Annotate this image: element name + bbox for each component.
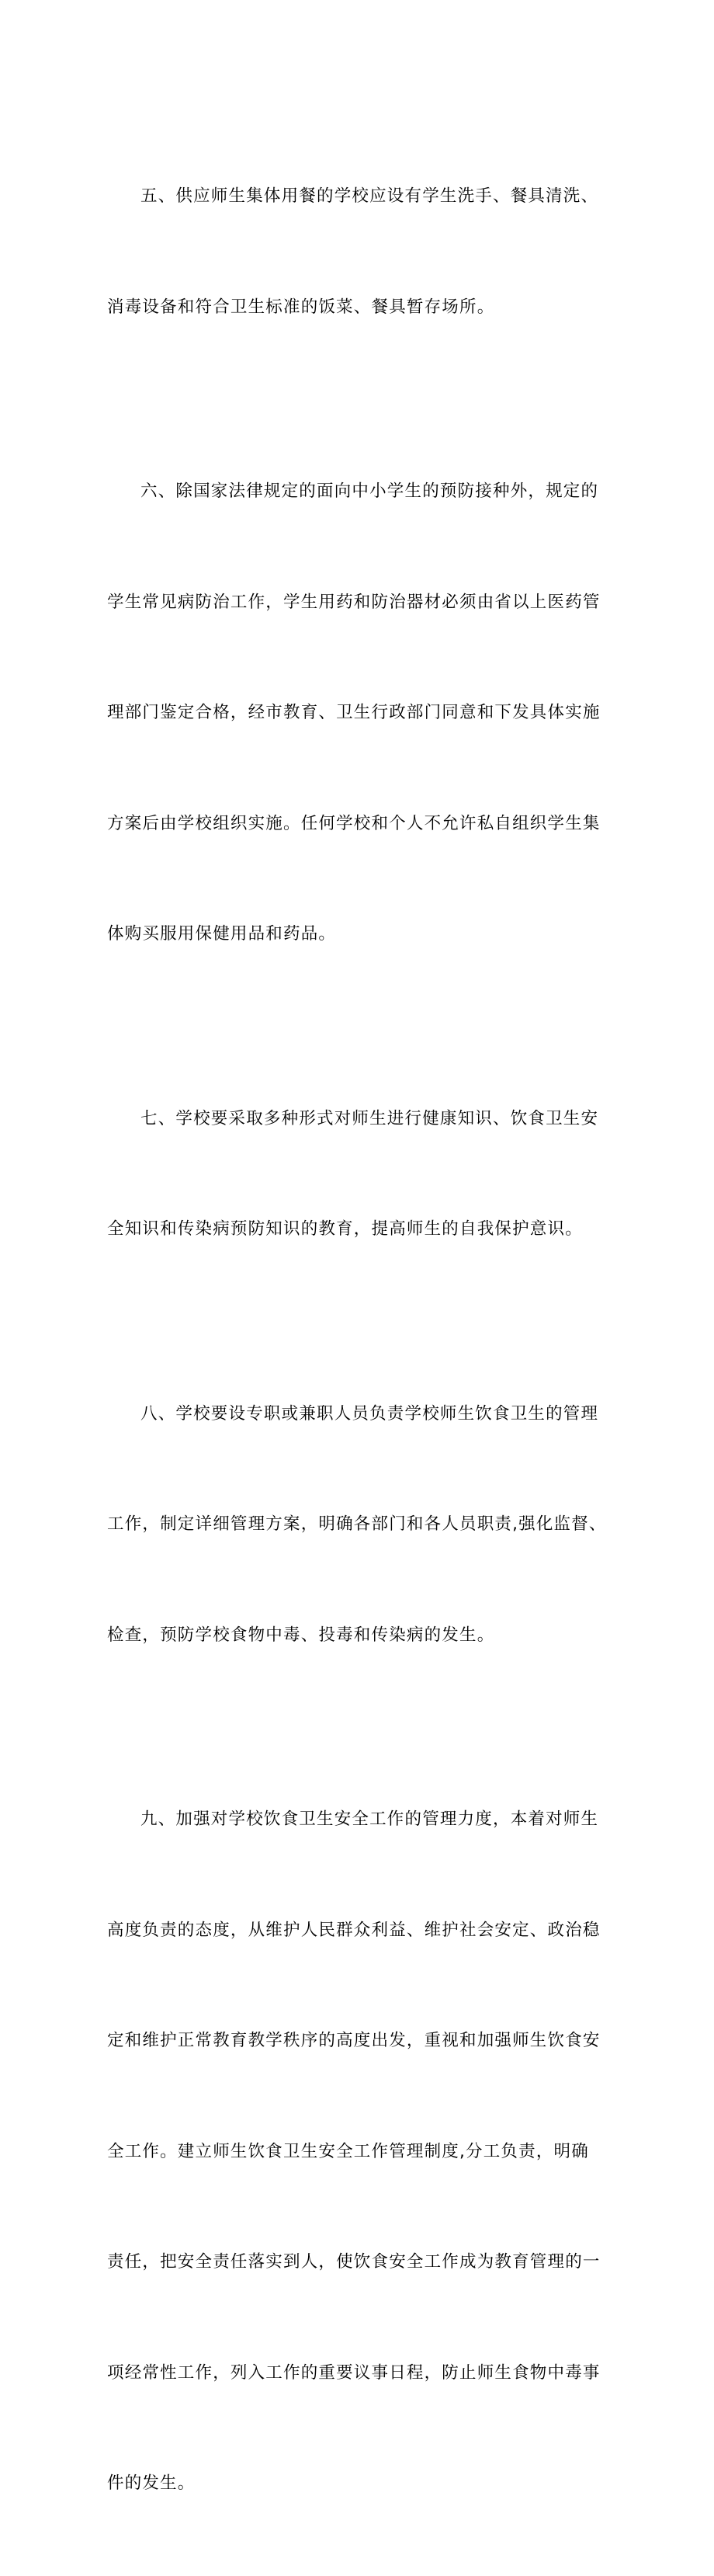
paragraph-line: 全知识和传染病预防知识的教育，提高师生的自我保护意识。 [107, 1219, 583, 1239]
paragraph-line: 九、加强对学校饮食卫生安全工作的管理力度，本着对师生 [140, 1809, 599, 1829]
paragraph-line: 工作，制定详细管理方案，明确各部门和各人员职责,强化监督、 [107, 1514, 607, 1534]
paragraph-line: 消毒设备和符合卫生标准的饭菜、餐具暂存场所。 [107, 297, 495, 317]
paragraph-line: 五、供应师生集体用餐的学校应设有学生洗手、餐具清洗、 [140, 186, 599, 206]
paragraph-line: 七、学校要采取多种形式对师生进行健康知识、饮食卫生安 [140, 1108, 599, 1128]
paragraph-line: 六、除国家法律规定的面向中小学生的预防接种外，规定的 [140, 481, 599, 501]
paragraph-line: 项经常性工作，列入工作的重要议事日程，防止师生食物中毒事 [107, 2362, 601, 2383]
paragraph-line: 高度负责的态度，从维护人民群众利益、维护社会安定、政治稳 [107, 1920, 601, 1940]
paragraph-line: 体购买服用保健用品和药品。 [107, 924, 337, 944]
paragraph-6 [107, 399, 627, 1027]
paragraph-line: 学生常见病防治工作，学生用药和防治器材必须由省以上医药管 [107, 592, 601, 612]
paragraph-5 [107, 104, 627, 399]
paragraph-line: 理部门鉴定合格，经市教育、卫生行政部门同意和下发具体实施 [107, 703, 601, 722]
paragraph-line: 检查，预防学校食物中毒、投毒和传染病的发生。 [107, 1625, 495, 1645]
paragraph-8 [107, 1322, 627, 1728]
paragraph-line: 定和维护正常教育教学秩序的高度出发，重视和加强师生饮食安 [107, 2031, 601, 2050]
paragraph-9 [107, 1727, 627, 2576]
paragraph-line: 责任，把安全责任落实到人，使饮食安全工作成为教育管理的一 [107, 2252, 601, 2272]
paragraph-7 [107, 1027, 627, 1322]
paragraph-line: 方案后由学校组织实施。任何学校和个人不允许私自组织学生集 [107, 813, 601, 833]
document-body [107, 104, 627, 2576]
paragraph-line: 全工作。建立师生饮食卫生安全工作管理制度,分工负责，明确 [107, 2141, 589, 2161]
paragraph-line: 件的发生。 [107, 2473, 196, 2493]
paragraph-line: 八、学校要设专职或兼职人员负责学校师生饮食卫生的管理 [140, 1403, 599, 1424]
